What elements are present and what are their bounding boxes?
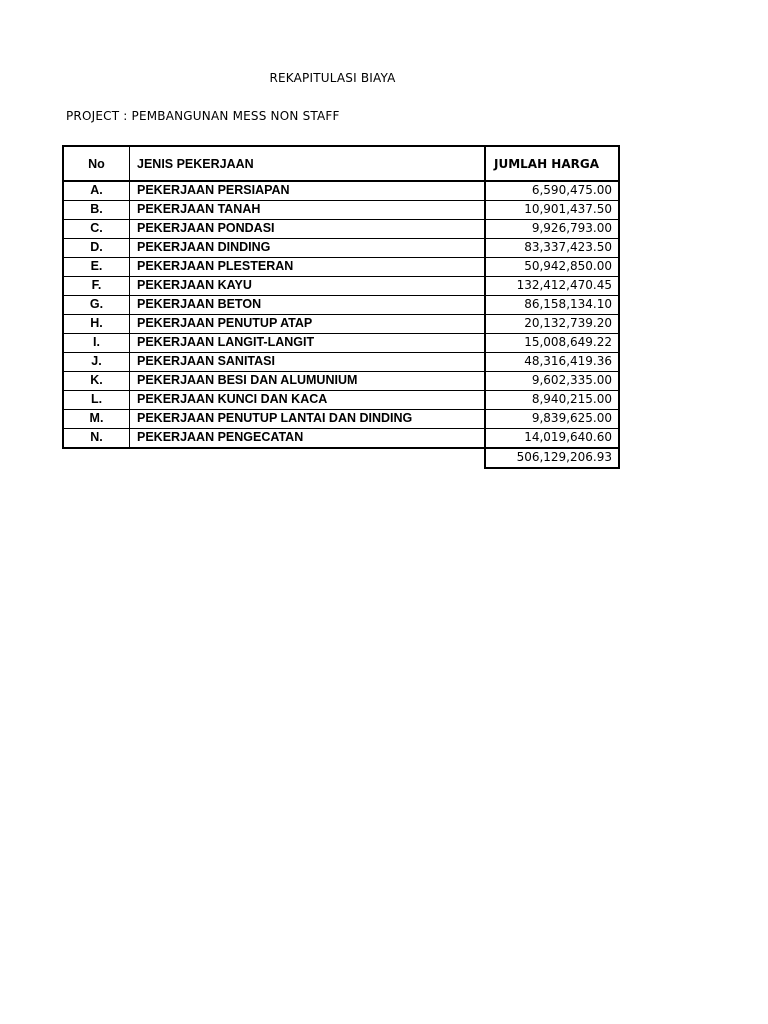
table-row: [63, 391, 619, 410]
table-row: [63, 353, 619, 372]
row-no: D.: [63, 239, 130, 258]
table-header-row: [63, 146, 619, 181]
row-amount: 15,008,649.22: [485, 334, 619, 353]
row-job: PEKERJAAN BESI DAN ALUMUNIUM: [130, 372, 486, 391]
row-no: B.: [63, 201, 130, 220]
header-amount: JUMLAH HARGA: [485, 146, 619, 181]
table-row: [63, 258, 619, 277]
row-amount: 50,942,850.00: [485, 258, 619, 277]
row-amount: 6,590,475.00: [485, 181, 619, 201]
row-amount: 10,901,437.50: [485, 201, 619, 220]
row-no: F.: [63, 277, 130, 296]
row-no: J.: [63, 353, 130, 372]
table-row: [63, 429, 619, 449]
header-no: No: [63, 146, 130, 181]
row-job: PEKERJAAN DINDING: [130, 239, 486, 258]
table-row: [63, 315, 619, 334]
row-amount: 8,940,215.00: [485, 391, 619, 410]
row-no: C.: [63, 220, 130, 239]
total-amount: 506,129,206.93: [485, 448, 619, 468]
row-job: PEKERJAAN KAYU: [130, 277, 486, 296]
row-amount: 20,132,739.20: [485, 315, 619, 334]
table-row: [63, 277, 619, 296]
table-row: [63, 296, 619, 315]
row-job: PEKERJAAN PLESTERAN: [130, 258, 486, 277]
row-amount: 14,019,640.60: [485, 429, 619, 449]
row-job: PEKERJAAN KUNCI DAN KACA: [130, 391, 486, 410]
row-amount: 86,158,134.10: [485, 296, 619, 315]
table-row: [63, 220, 619, 239]
row-no: A.: [63, 181, 130, 201]
cost-recap-table: [62, 145, 620, 469]
total-spacer: [63, 448, 130, 468]
row-amount: 9,602,335.00: [485, 372, 619, 391]
row-amount: 9,926,793.00: [485, 220, 619, 239]
document-title: REKAPITULASI BIAYA: [269, 71, 396, 85]
table-row: [63, 334, 619, 353]
table-row: [63, 372, 619, 391]
row-job: PEKERJAAN SANITASI: [130, 353, 486, 372]
row-amount: 48,316,419.36: [485, 353, 619, 372]
row-no: M.: [63, 410, 130, 429]
total-row: [63, 448, 619, 468]
row-no: G.: [63, 296, 130, 315]
row-amount: 83,337,423.50: [485, 239, 619, 258]
row-job: PEKERJAAN PENUTUP LANTAI DAN DINDING: [130, 410, 486, 429]
row-no: K.: [63, 372, 130, 391]
row-job: PEKERJAAN TANAH: [130, 201, 486, 220]
row-no: I.: [63, 334, 130, 353]
row-no: L.: [63, 391, 130, 410]
total-spacer: [130, 448, 486, 468]
row-no: E.: [63, 258, 130, 277]
row-job: PEKERJAAN PERSIAPAN: [130, 181, 486, 201]
table-row: [63, 201, 619, 220]
table-row: [63, 410, 619, 429]
table-row: [63, 181, 619, 201]
row-job: PEKERJAAN PENUTUP ATAP: [130, 315, 486, 334]
row-job: PEKERJAAN LANGIT-LANGIT: [130, 334, 486, 353]
row-no: H.: [63, 315, 130, 334]
row-job: PEKERJAAN BETON: [130, 296, 486, 315]
row-no: N.: [63, 429, 130, 449]
row-job: PEKERJAAN PENGECATAN: [130, 429, 486, 449]
table-row: [63, 239, 619, 258]
header-job-type: JENIS PEKERJAAN: [130, 146, 486, 181]
project-line: PROJECT : PEMBANGUNAN MESS NON STAFF: [66, 109, 340, 123]
row-amount: 132,412,470.45: [485, 277, 619, 296]
row-amount: 9,839,625.00: [485, 410, 619, 429]
row-job: PEKERJAAN PONDASI: [130, 220, 486, 239]
